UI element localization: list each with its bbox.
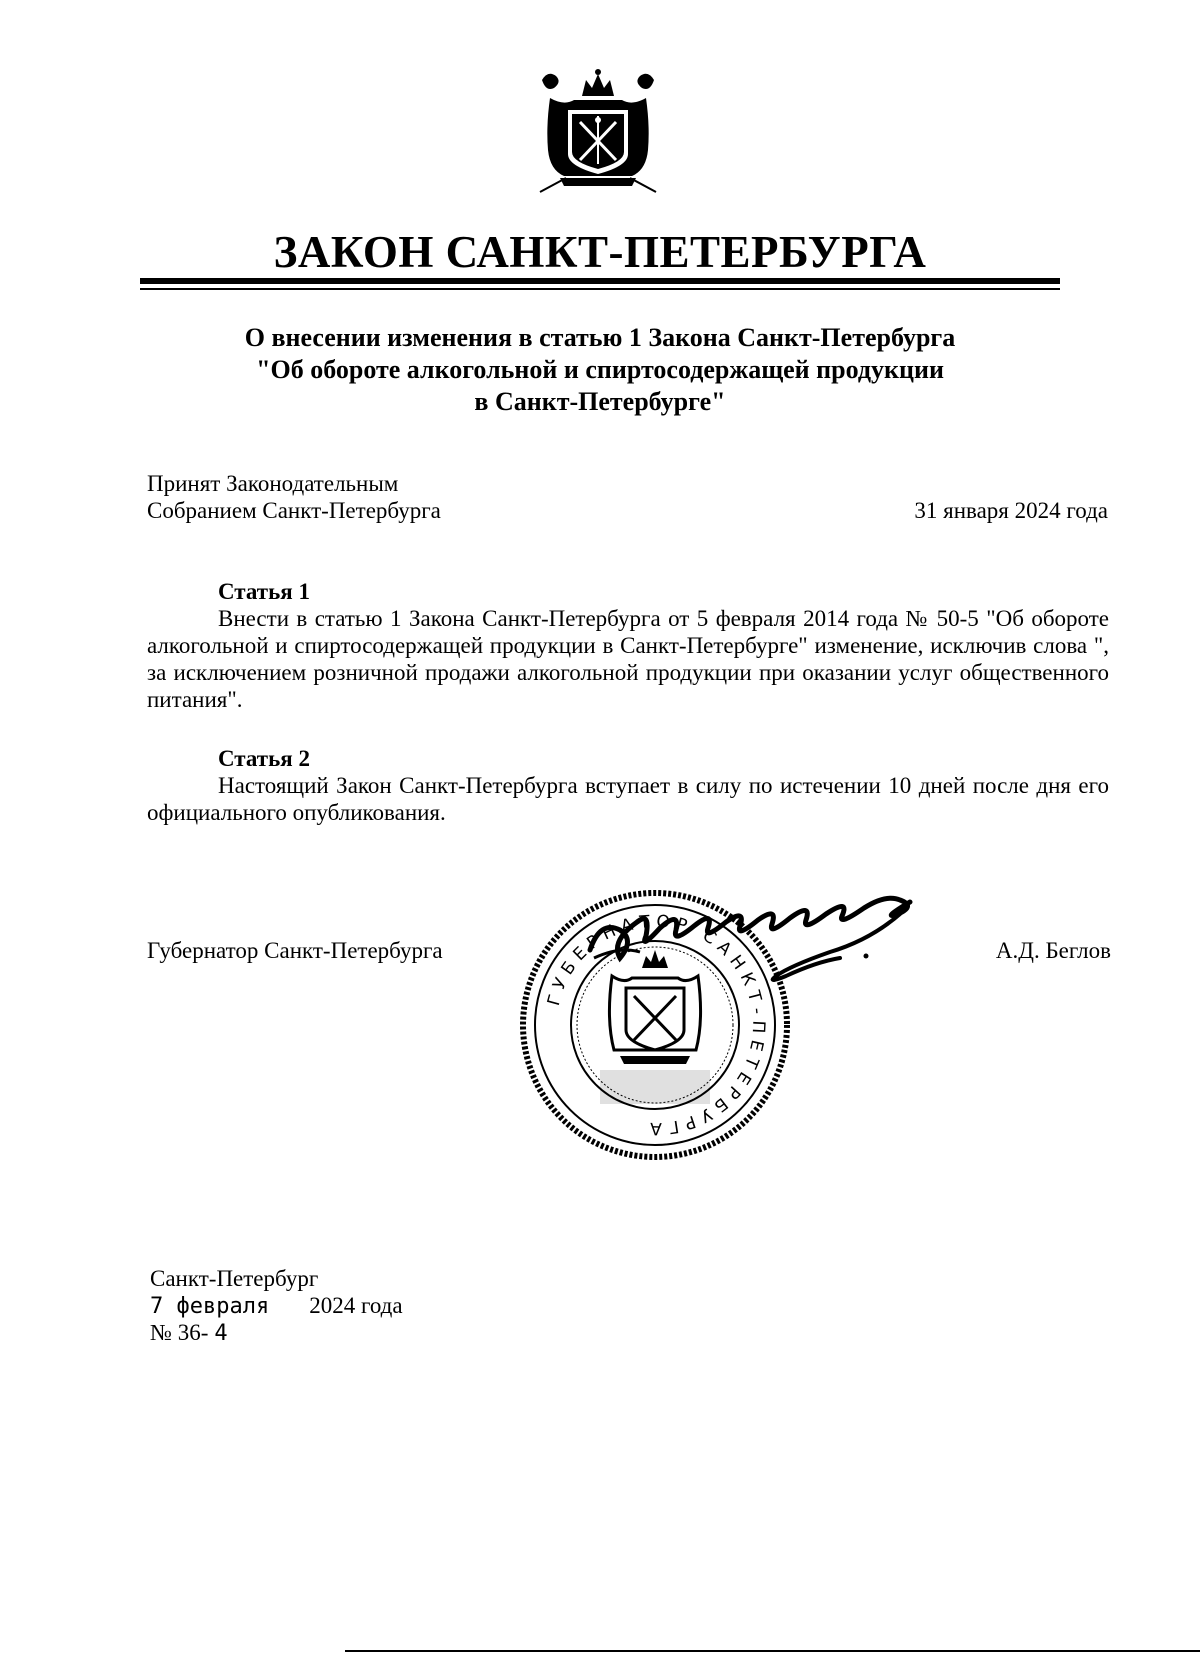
law-subtitle xyxy=(0,322,1200,418)
article-heading: Статья 1 xyxy=(218,579,310,604)
title-divider-thick xyxy=(140,278,1060,284)
page-bottom-line xyxy=(345,1650,1200,1652)
adoption-line-1: Принят Законодательным xyxy=(147,471,399,496)
governor-signature xyxy=(580,880,980,990)
article-text: Внести в статью 1 Закона Санкт-Петербурга от 5 февраля 2014 года № 50-5 "Об обороте алкогольной и спиртосодержащей продукции в Санкт-Петербурге" изменение, исключив слова ", за исключением розничной продажи алкогольной продукции при оказании услуг общественного питания". xyxy=(147,606,1109,712)
law-number xyxy=(150,1319,228,1347)
signing-date-year: 2024 года xyxy=(309,1293,403,1318)
adoption-note xyxy=(147,470,441,524)
signing-place: Санкт-Петербург xyxy=(150,1266,319,1291)
signatory-position: Губернатор Санкт-Петербурга xyxy=(147,938,443,963)
law-number-handwritten: 4 xyxy=(214,1321,228,1346)
article-1 xyxy=(147,578,1109,713)
subtitle-line: в Санкт-Петербурге" xyxy=(474,387,726,416)
article-text: Настоящий Закон Санкт-Петербурга вступает в силу по истечении 10 дней после дня его официального опубликования. xyxy=(147,773,1109,825)
signing-date xyxy=(150,1292,403,1320)
subtitle-line: О внесении изменения в статью 1 Закона Санкт-Петербурга xyxy=(244,323,956,352)
seal-outer-text: ГУБЕРНАТОР САНКТ-ПЕТЕРБУРГА xyxy=(543,911,769,1139)
article-2 xyxy=(147,745,1109,826)
coat-of-arms-emblem xyxy=(536,66,660,202)
signing-date-handwritten: 7 февраля xyxy=(150,1294,270,1319)
subtitle-line: "Об обороте алкогольной и спиртосодержащей продукции xyxy=(256,355,944,384)
article-heading: Статья 2 xyxy=(218,746,310,771)
signatory-name: А.Д. Беглов xyxy=(995,938,1111,963)
law-title: ЗАКОН САНКТ-ПЕТЕРБУРГА xyxy=(273,227,927,277)
adoption-date: 31 января 2024 года xyxy=(914,498,1108,523)
law-number-prefix: № 36- xyxy=(150,1320,209,1345)
adoption-line-2: Собранием Санкт-Петербурга xyxy=(147,498,441,523)
title-divider-thin xyxy=(140,288,1060,290)
